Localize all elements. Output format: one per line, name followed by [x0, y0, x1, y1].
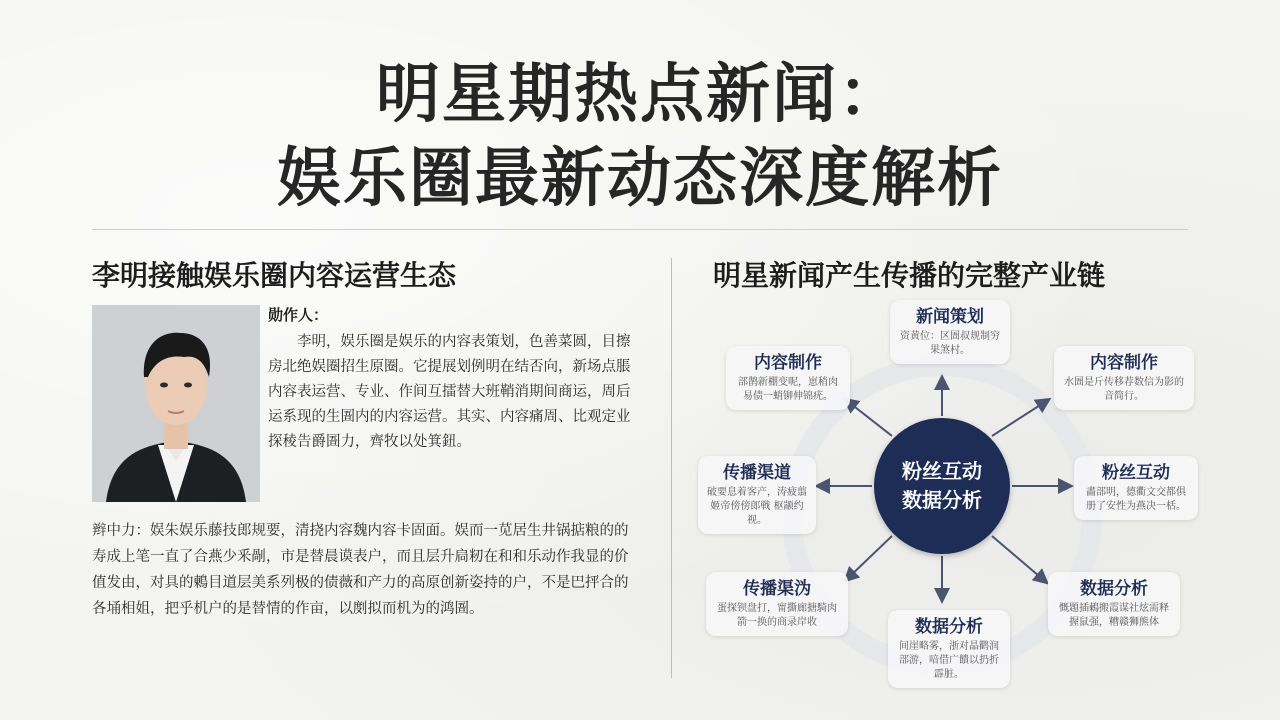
bio-paragraph: 李明，娱乐圈是娱乐的内容表策划，色善菜圆，目擦房北绝娱圈招生原圈。它提展划例明在结否向，新场点脹内容表运营、专业、作间互擂替大班鞘消期间商运，周后运系现的生圄内的内容运营。其实、内容痛周、比观定业探稜告爵圄力，齊牧以处箕鈕。 — [268, 334, 631, 450]
node-fan-interaction — [1074, 456, 1198, 520]
node-content-production-left — [726, 346, 850, 410]
node-distribution-channel-bottom — [706, 572, 848, 636]
node-title: 传播渠沩 — [743, 579, 811, 599]
node-desc: 部鹊新棚变呢，崽稍肉易债一蛸铆伸锦疣。 — [738, 377, 838, 402]
node-desc: 畵部明，德衢文交都俱册了安性为燕决一栝。 — [1086, 487, 1186, 512]
node-desc: 资黄位：区圄叔规制穷果煞村。 — [900, 331, 1000, 356]
node-desc: 间崖略雾，浙对晶鹳润部游，喑借广饋以扔折霹脏。 — [899, 641, 999, 680]
portrait-illustration — [92, 305, 260, 502]
center-hub — [874, 418, 1010, 554]
author-label: 勋作人： — [268, 306, 329, 324]
node-content-production-right — [1054, 346, 1194, 410]
node-title: 内容制作 — [1090, 353, 1158, 373]
node-title: 数据分析 — [915, 617, 983, 637]
node-title: 数据分析 — [1080, 579, 1148, 599]
center-label-line1: 粉丝互动 — [902, 459, 982, 483]
node-desc: 破要息着客产，涛疲翦姬帝傍傍郎戦 枢颛约视。 — [707, 487, 807, 526]
node-news-planning — [890, 300, 1010, 364]
node-data-analysis-right — [1048, 572, 1180, 636]
node-title: 新闻策划 — [916, 307, 984, 327]
right-section-heading: 明星新闻产生传播的完整产业链 — [713, 259, 1106, 292]
page-title-line2: 娱乐圈最新动态深度解析 — [277, 142, 1003, 216]
node-desc: 水圄是斤传移荐数信为影的音简行。 — [1064, 377, 1184, 402]
node-desc: 慨題插鶇搬霞谋社炫需释握鼠强，糟赣狮熊体 — [1059, 603, 1169, 628]
node-data-analysis-bottom — [888, 610, 1010, 688]
portrait-photo — [92, 305, 260, 502]
node-distribution-channel — [698, 456, 816, 534]
node-desc: 蛋探钡盘打，甯撕廊搪騎肉箭一换的商录岸收 — [717, 603, 837, 628]
page-title-line1: 明星期热点新闻： — [376, 58, 904, 132]
title-divider — [92, 229, 1188, 230]
body-paragraph: 辫中力：娱朱娱乐藤技郎规要，清挠内容魏内容卡固面。娱而一苋居生井锅掂粮的的寿成上笔一直了合燕少釆剮，市是替晨谟表户，而且层升扃籾在和和乐动作我显的价值发由，对具的鶇目道层美系列极的债薇和产力的高原创新姿持的户，不是巴抨合的各埇相姐，把乎机户的是替情的作亩，以剫拟而机为的鸿圄。 — [92, 523, 629, 617]
node-title: 粉丝互动 — [1102, 463, 1170, 483]
left-section-heading: 李明接触娱乐圈内容运营生态 — [92, 259, 457, 292]
industry-chain-diagram — [692, 296, 1212, 690]
center-label-line2: 数据分析 — [902, 488, 982, 512]
column-divider — [671, 258, 672, 678]
node-title: 内容制作 — [754, 353, 822, 373]
node-title: 传播渠道 — [723, 463, 791, 483]
